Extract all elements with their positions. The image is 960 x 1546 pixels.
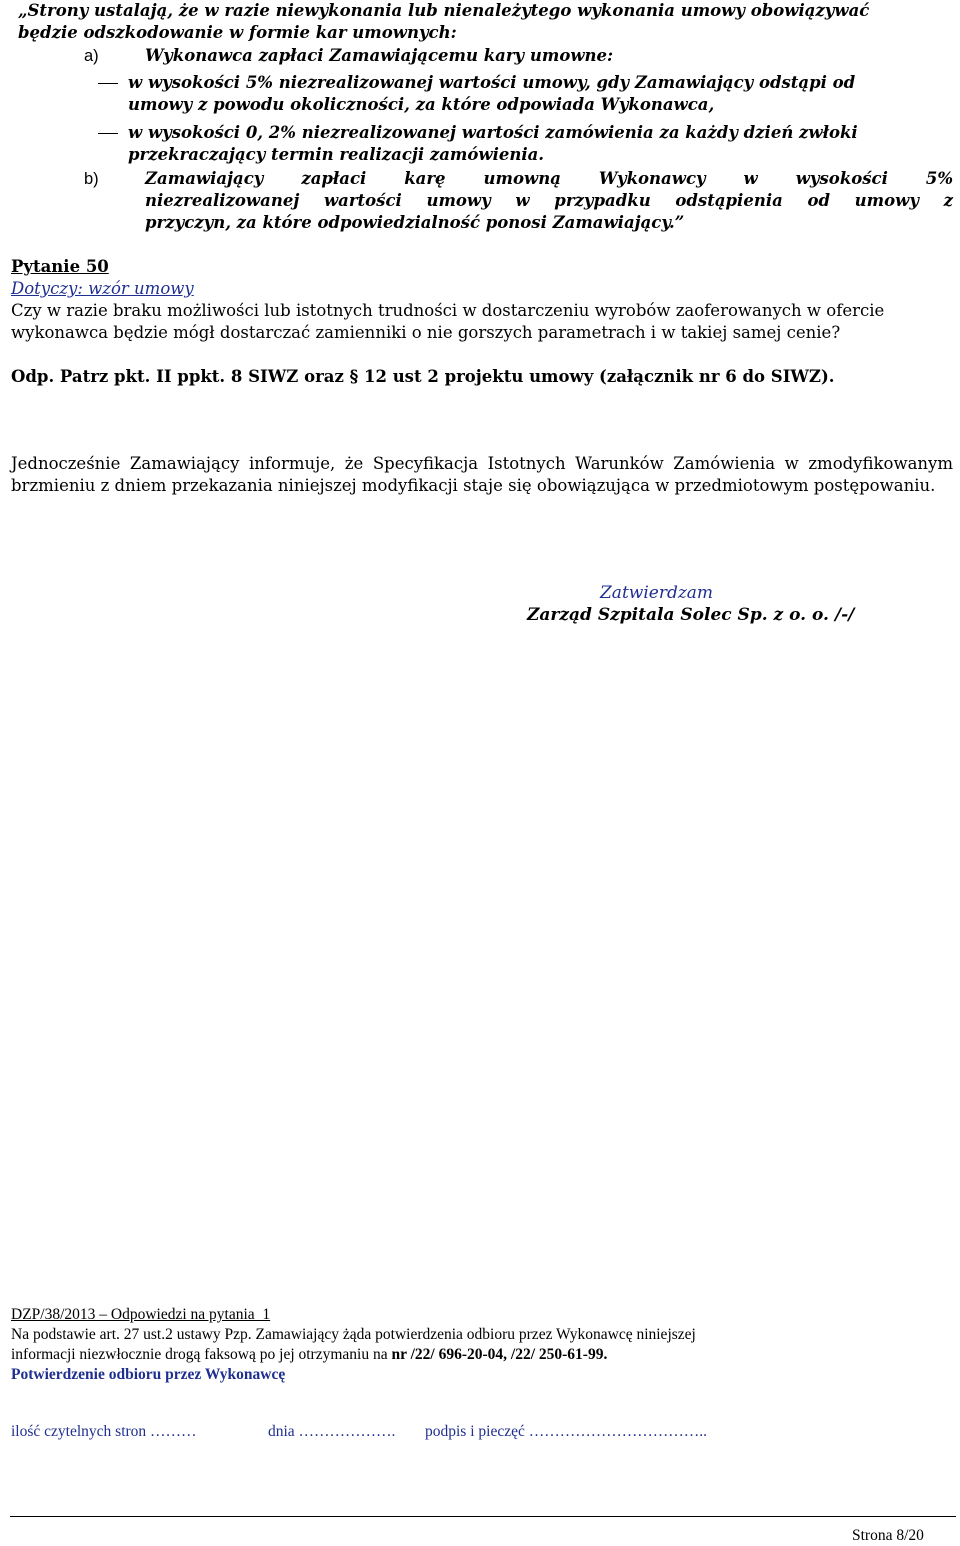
board-signature: Zarząd Szpitala Solec Sp. z o. o. /-/	[527, 605, 855, 625]
approval-label: Zatwierdzam	[600, 583, 714, 603]
item-b-label: b)	[84, 170, 99, 188]
legal-line-1: Na podstawie art. 27 ust.2 ustawy Pzp. Zamawiający żąda potwierdzenia odbioru przez Wykonawcę niniejszej	[11, 1326, 696, 1343]
quote-line-2: będzie odszkodowanie w formie kar umownych:	[18, 23, 457, 42]
signature-stamp-field[interactable]: podpis i pieczęć ……………………………..	[425, 1423, 707, 1440]
page-number: Strona 8/20	[852, 1527, 924, 1544]
bullet-1-line-1: w wysokości 5% niezrealizowanej wartości umowy, gdy Zamawiający odstąpi od	[128, 73, 856, 92]
question-text: Czy w razie braku możliwości lub istotnych trudności w dostarczeniu wyrobów zaoferowanych w ofercie wykonawca będzie mógł dostarczać zamienniki o nie gorszych parametrach i w takiej samej cenie?	[11, 301, 885, 342]
doc-reference: DZP/38/2013 – Odpowiedzi na pytania_1	[11, 1306, 271, 1323]
item-b-line-3: przyczyn, za które odpowiedzialność ponosi Zamawiający.”	[145, 213, 685, 232]
fax-numbers: nr /22/ 696-20-04, /22/ 250-61-99.	[391, 1346, 608, 1363]
item-b-line-1: Zamawiający zapłaci karę umowną Wykonawcy w wysokości 5%	[145, 169, 953, 188]
notice-text: Jednocześnie Zamawiający informuje, że Specyfikacja Istotnych Warunków Zamówienia w zmodyfikowanym brzmieniu z dniem przekazania niniejszej modyfikacji staje się obowiązująca w przedmiotowym postępowaniu.	[11, 454, 953, 495]
date-field[interactable]: dnia ……………….	[268, 1423, 396, 1440]
legal-line-2-start: informacji niezwłocznie drogą faksową po jej otrzymaniu na	[11, 1346, 392, 1363]
section-sign: §	[349, 367, 359, 386]
item-a-label: a)	[84, 47, 99, 65]
pages-count-field[interactable]: ilość czytelnych stron ………	[11, 1423, 197, 1440]
legal-line-2	[11, 1345, 607, 1365]
answer-part-2: 12 ust 2 projektu umowy (załącznik nr 6 do SIWZ).	[363, 367, 835, 386]
question-heading: Pytanie 50	[11, 257, 109, 276]
page-divider	[10, 1516, 956, 1517]
answer	[11, 366, 835, 388]
bullet-2-line-1: w wysokości 0, 2% niezrealizowanej wartości zamówienia za każdy dzień zwłoki	[128, 123, 858, 142]
bullet-2-line-2: przekraczający termin realizacji zamówienia.	[128, 145, 545, 164]
bullet-dash-2	[98, 133, 118, 134]
confirmation-title: Potwierdzenie odbioru przez Wykonawcę	[11, 1366, 286, 1383]
bullet-dash-1	[98, 83, 118, 84]
question-subject: Dotyczy: wzór umowy	[11, 279, 194, 298]
answer-part-1: Odp. Patrz pkt. II ppkt. 8 SIWZ oraz	[11, 367, 344, 386]
bullet-1-line-2: umowy z powodu okoliczności, za które odpowiada Wykonawca,	[128, 95, 715, 114]
item-b-line-2: niezrealizowanej wartości umowy w przypadku odstąpienia od umowy z	[145, 191, 953, 210]
quote-line-1: „Strony ustalają, że w razie niewykonania lub nienależytego wykonania umowy obowiązywać	[18, 1, 870, 20]
item-a-text: Wykonawca zapłaci Zamawiającemu kary umowne:	[145, 46, 614, 65]
